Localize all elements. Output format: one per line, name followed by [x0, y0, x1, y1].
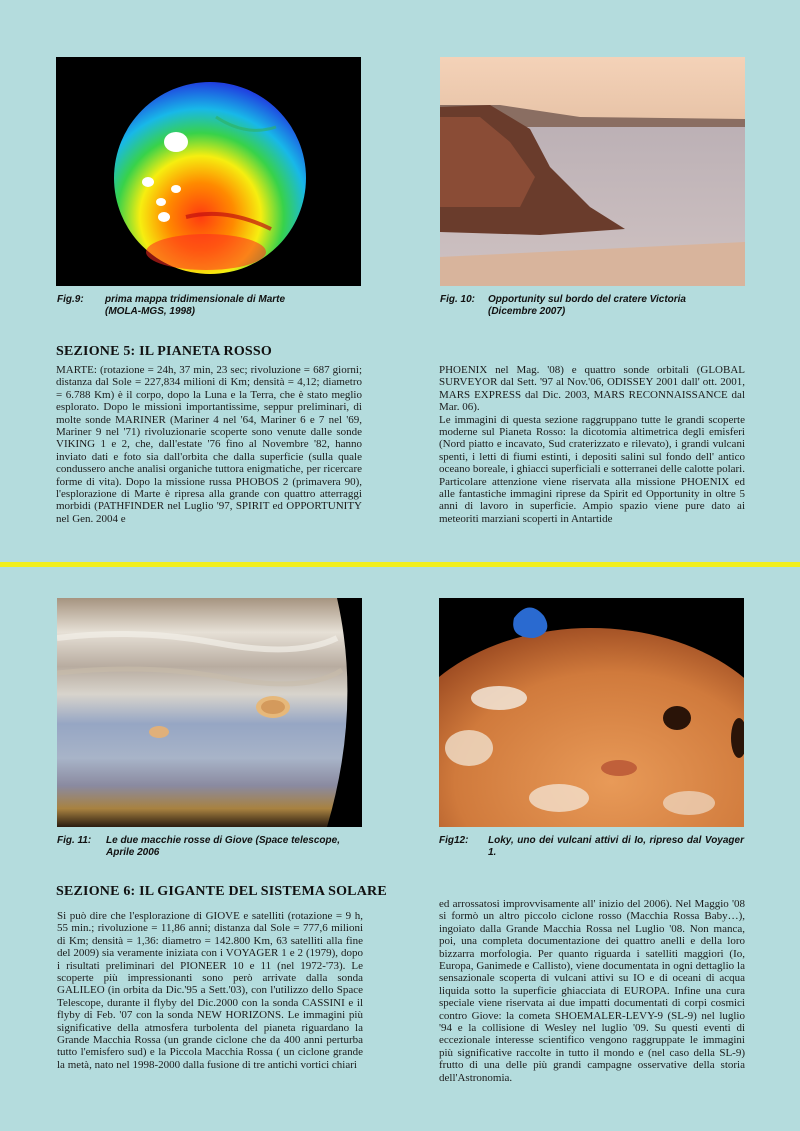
figure-caption — [439, 835, 744, 861]
paragraph: Si può dire che l'esplorazione di GIOVE e satelliti (rotazione = 9 h, 55 min.; rivoluzione = 11,86 anni; distanza dal Sole = 777,6 milioni di Km; densità = 1,36: diametro = 142.800 Km, 63 satelliti alla fine del 2009) sia veramente iniziata con i VOYAGER 1 e 2 (1979), dopo i risultati preliminari del PIONEER 10 e 11 (nel 1972-'73). Le scoperte più impressionanti sono però arrivate dalla sonda GALILEO (in orbita da Dic.'95 a Sett.'03), con l'utilizzo dello Space Telescope, durante il flyby del Dic.2000 con la sonda CASSINI e il flyby di Feb. '07 con la sonda NEW HORIZONS. Le immagini più significative della atmosfera turbolenta del pianeta riguardano la Grande Macchia Rossa (un grande ciclone che da 400 anni perturba tutto l'emisfero sud) e la Piccola Macchia Rossa ( un ciclone grande la metà, nato nel 1998-2000 dalla fusione di tre antichi vortici chiari — [57, 910, 363, 1071]
figure-number: Fig12: — [439, 835, 469, 846]
figure-number: Fig.9: — [57, 294, 84, 305]
section-body-column-left — [56, 364, 362, 525]
figure-mars-mola-map — [56, 57, 361, 286]
io-photo — [439, 598, 744, 827]
section-body-column-left — [57, 910, 363, 1071]
paragraph: Le immagini di questa sezione raggruppano tutte le grandi scoperte moderne sul Pianeta Rosso: la dicotomia altimetrica degli emisferi (Nord piatto e incavato, Sud craterizzato e rilevato), i grandi vulcani spenti, i letti di fiumi estinti, i depositi salini sul fondo dell' antico oceano boreale, i ghiacci superficiali e sotterranei delle calotte polari. Particolare attenzione viene riservata alla missione PHOENIX ed alle fantastiche immagini riprese da Spirit ed Opportunity in oltre 5 anni di lavoro in superficie. Ampio spazio viene pure dato ai meteoriti marziani scoperti in Antartide — [439, 413, 745, 525]
figure-caption — [440, 294, 740, 320]
section-divider — [0, 562, 800, 567]
paragraph: ed arrossatosi improvvisamente all' inizio del 2006). Nel Maggio '08 si formò un altro piccolo ciclone rosso (Macchia Rossa Baby…), ingoiato dalla Grande Macchia Rossa nel Luglio '08. Non manca, poi, una completa documentazione dei quattro anelli e della loro bizzarra morfologia. Per quanto riguarda i satelliti maggiori (Io, Europa, Ganimede e Callisto), viene documentata in ogni dettaglio la sensazionale scoperta di vulcani attivi su IO e di oceani di acqua liquida sotto la superficie ghiacciata di EUROPA. Infine una cura speciale viene riservata ai due impatti documentati di corpi cosmici contro Giove: la cometa SHOEMALER-LEVY-9 (SL-9) nel luglio '94 e la collisione di Wesley nel luglio '09. Su questi eventi di eccezionale interesse scientifico vengono raggruppate le immagini più significative raccolte in tutto il mondo e (nel caso della SL-9) frutto di una delle più grandi campagne osservative della storia dell'Astronomia. — [439, 898, 745, 1084]
figure-caption — [57, 835, 367, 861]
figure-caption-text: prima mappa tridimensionale di Marte (MOLA-MGS, 1998) — [105, 294, 286, 317]
section-body-column-right — [439, 364, 745, 525]
figure-caption-text: Le due macchie rosse di Giove (Space telescope, Aprile 2006 — [106, 835, 340, 858]
figure-caption-text: Loky, uno dei vulcani attivi di Io, ripreso dal Voyager 1. — [488, 835, 744, 858]
section-body-column-right — [439, 898, 745, 1084]
figure-victoria-crater — [440, 57, 745, 286]
victoria-crater-photo — [440, 57, 745, 286]
mars-globe-illustration — [56, 57, 361, 286]
figure-io-loki-volcano — [439, 598, 744, 827]
section-heading: SEZIONE 5: IL PIANETA ROSSO — [56, 344, 272, 359]
figure-jupiter-red-spots — [57, 598, 362, 827]
jupiter-photo — [57, 598, 362, 827]
figure-caption-text: Opportunity sul bordo del cratere Victoria (Dicembre 2007) — [488, 294, 686, 317]
figure-number: Fig. 11: — [57, 835, 92, 846]
paragraph: PHOENIX nel Mag. '08) e quattro sonde orbitali (GLOBAL SURVEYOR dal Sett. '97 al Nov.'06, ODISSEY 2001 dall' ott. 2001, MARS EXPRESS dal Dic. 2003, MARS RECONNAISSANCE dal Mar. 06). — [439, 364, 745, 414]
paragraph: MARTE: (rotazione = 24h, 37 min, 23 sec; rivoluzione = 687 giorni; distanza dal Sole = 227,834 milioni di Km; densità = 4,12; diametro = 6.788 Km) è il corpo, dopo la Luna e la Terra, che è stato meglio esplorato. Dopo le missioni importantissime, seppur preliminari, di molte sonde MARINER (Mariner 4 nel '64, Mariner 6 e 7 nel '69, Mariner 9 nel '71) rivoluzionarie scoperte sono venute dalle sonde VIKING 1 e 2, che, dall'estate '76 fino al Novembre '82, hanno inviato dati e foto sia dall'orbita che dalla superficie (sulla quale condussero anche analisi organiche tuttora enigmatiche, per ricercare forme di vita). Dopo la missione russa PHOBOS 2 (primavera 90), l'esplorazione di Marte è ripresa alla grande con quattro atterraggi morbidi (PATHFINDER nel Luglio '97, SPIRIT ed OPPORTUNITY nel Gen. 2004 e — [56, 364, 362, 525]
figure-caption — [57, 294, 357, 320]
section-heading: SEZIONE 6: IL GIGANTE DEL SISTEMA SOLARE — [56, 884, 387, 899]
figure-number: Fig. 10: — [440, 294, 476, 305]
